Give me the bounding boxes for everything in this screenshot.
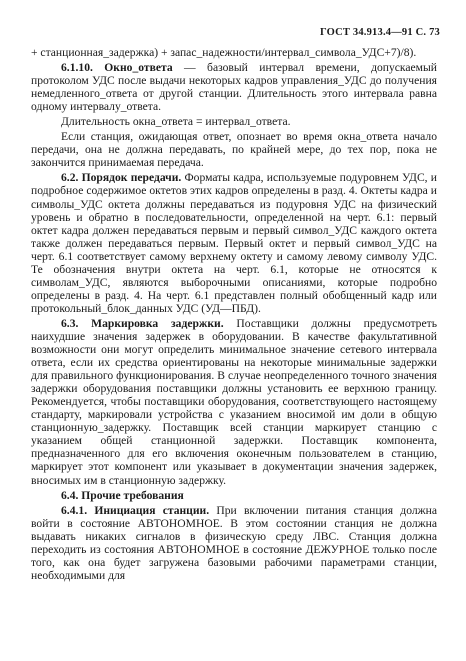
paragraph-continuation: + станционная_задержка) + запас_надежности/интервал_символа_УДС+7)/8). (31, 46, 417, 59)
section-heading: 6.1.10. Окно_ответа (61, 61, 173, 75)
paragraph-response-window: Если станция, ожидающая ответ, опознает во время окна_ответа начало передачи, она не должна передавать, по крайней мере, до тех пор, пока не закончится принимаемая передача. (31, 130, 437, 170)
paragraph-formula: Длительность окна_ответа = интервал_ответа. (61, 115, 291, 129)
paragraph-6-1-10: 6.1.10. Окно_ответа — базовый интервал времени, допускаемый протоколом УДС после выдачи некоторых кадров управления_УДС до получения немедленного_ответа от другой станции. Длительность этого интервала равна одному интервалу_ответа. (31, 61, 437, 114)
section-6-4-heading: 6.4. Прочие требования (61, 488, 184, 502)
section-heading: 6.3. Маркировка задержки. (61, 316, 224, 330)
paragraph-6-4-1: 6.4.1. Инициация станции. При включении питания станция должна войти в состояние АВТОНОМНОЕ. В этом состоянии станция не должна выдавать никаких сигналов в физическую среду ЛВС. Станция должна переходить из состояния АВТОНОМНОЕ в состояние ДЕЖУРНОЕ только после того, как она будет загружена базовыми рабочими параметрами станции, необходимыми для (31, 503, 437, 582)
section-heading: 6.4.1. Инициация станции. (61, 503, 210, 517)
paragraph-6-3: 6.3. Маркировка задержки. Поставщики должны предусмотреть наихудшие значения задержек в оборудовании. В качестве факультативной возможности они могут определить минимальное значение сетевого интервала ответа, если их средства ориентированы на некоторые минимальные задержки для правильного функционирования. В случае неопределенного точного значения задержки оборудования поставщики должны установить ее верхнюю границу. Рекомендуется, чтобы поставщики оборудования, соответствующего настоящему стандарту, маркировали устройства с указанием вносимой им доли в общую станционную_задержку. Поставщик всей станции маркирует станцию с указанием общей станционной задержки. Поставщик компонента, предназначенного для его включения оконечным пользователем в станцию, маркирует этот компонент или указывает в документации значения задержек, вносимых им в станционную задержку. (31, 316, 437, 487)
paragraph-6-2: 6.2. Порядок передачи. Форматы кадра, используемые подуровнем УДС, и подробное содержимое октетов этих кадров определены в разд. 4. Октеты кадра и символы_УДС октета должны передаваться из подуровня УДС на физический уровень и обратно в последовательности, определенной на черт. 6.1: первый октет кадра должен передаваться первым и первый символ_УДС каждого октета также должен передаваться первым. Первый октет и первый символ_УДС на черт. 6.1 соответствует самому верхнему октету и самому левому символу УДС. Те обозначения внутри октета на черт. 6.1, которые не относятся к символам_УДС, являются выборочными описаниями, которые подробно определены в разд. 4. На черт. 6.1 представлен полный обобщенный кадр или протокольный_блок_данных УДС (УД—ПБД). (31, 171, 437, 315)
section-heading: 6.2. Порядок передачи. (61, 171, 182, 185)
page-header: ГОСТ 34.913.4—91 С. 73 (319, 27, 440, 38)
page-body (31, 46, 437, 584)
